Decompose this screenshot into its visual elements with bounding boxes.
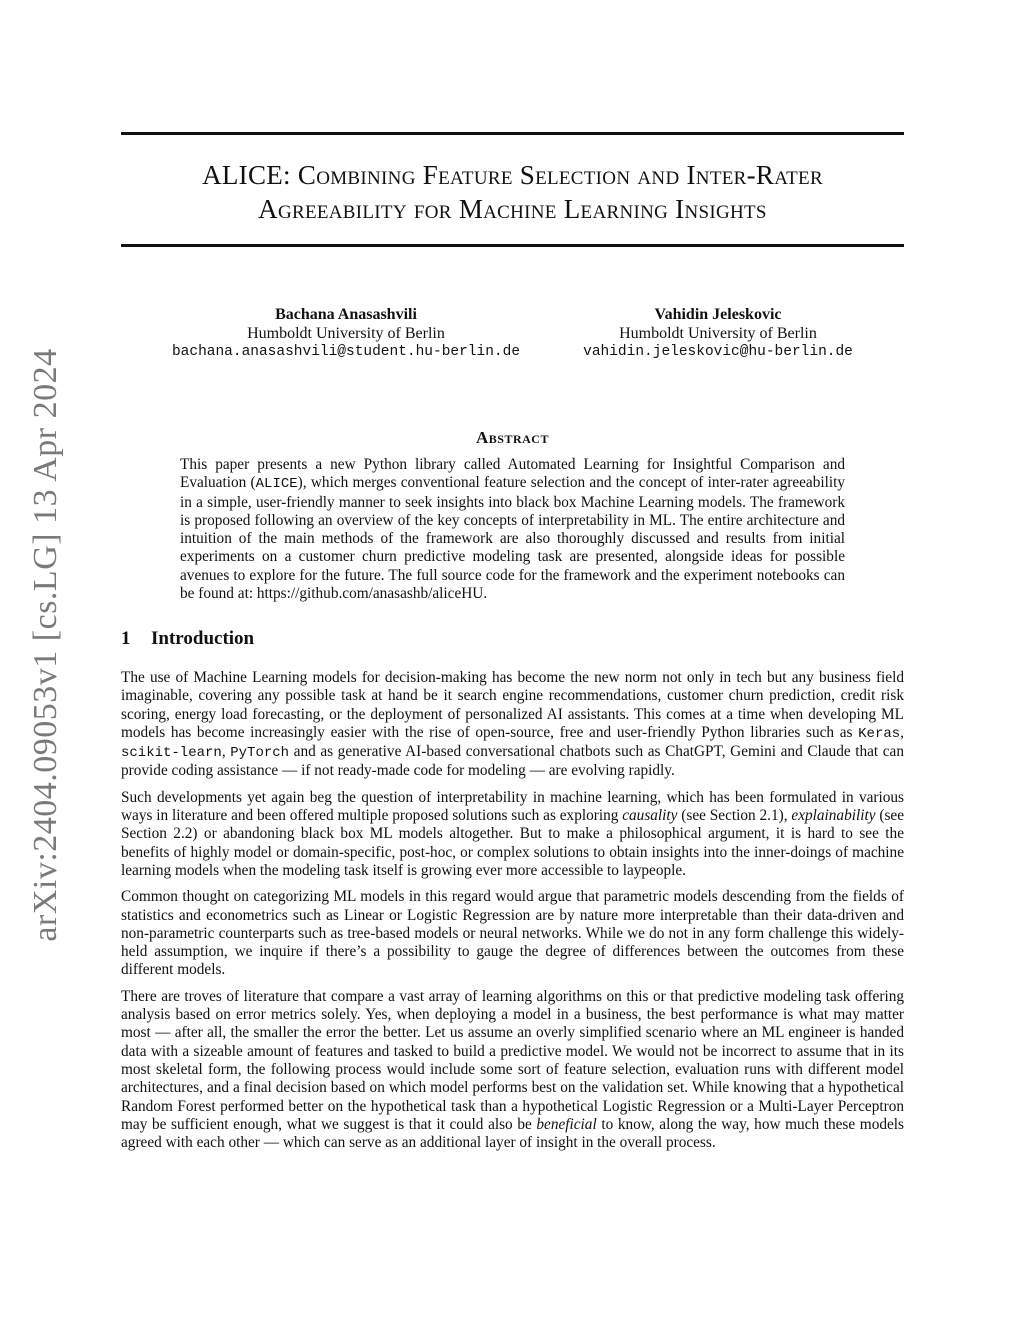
para1-sep-2: , — [221, 743, 231, 761]
arxiv-side-stamp: arXiv:2404.09053v1 [cs.LG] 13 Apr 2024 — [27, 348, 64, 942]
abstract-text-part-1: This paper presents a new Python library called Automated Learning for Insightful Comparison and Evaluation ( — [180, 456, 845, 492]
para2-text-b: (see Section 2.1), — [677, 807, 792, 825]
paragraph-4 — [121, 988, 904, 1153]
section-heading-introduction — [121, 628, 254, 650]
author-affiliation: Humboldt University of Berlin — [619, 325, 817, 342]
em-beneficial: beneficial — [536, 1115, 597, 1133]
abstract-text — [180, 456, 845, 603]
code-pytorch: PyTorch — [230, 745, 290, 762]
paragraph-3: Common thought on categorizing ML models in this regard would argue that parametric models descending from the fields of statistics and econometrics such as Linear or Logistic Regression are by nature more interpretable than their data-driven and non-parametric counterparts such as tree-based models or neural networks. While we do not in any form challenge this widely-held assumption, we inquire if there’s a possibility to gauge the degree of differences between the outcomes from these different models. — [121, 888, 904, 979]
paragraph-1 — [121, 669, 904, 781]
abstract-heading: Abstract — [476, 428, 549, 447]
author-email[interactable]: bachana.anasashvili@student.hu-berlin.de — [171, 344, 521, 360]
para2-text-a: Such developments yet again beg the question of interpretability in machine learning, which has been formulated in various ways in literature and been offered multiple proposed solutions such as exploring — [121, 788, 904, 825]
para1-text-a: The use of Machine Learning models for decision-making has become the new norm not only in tech but any business field imaginable, covering any possible task at hand be it search engine recommendations, customer churn prediction, credit risk scoring, energy load forecasting, or the deployment of personalized AI assistants. This comes at a time when developing ML models has become increasingly easier with the rise of open-source, free and user-friendly Python libraries such as — [121, 669, 904, 741]
title-line-1: ALICE: Combining Feature Selection and Inter-Rater — [202, 160, 823, 190]
paper-title — [121, 158, 904, 226]
em-causality: causality — [622, 807, 678, 825]
abstract-text-part-2: ), which merges conventional feature selection and the concept of inter-rater agreeability in a simple, user-friendly manner to seek insights into black box Machine Learning models. The framework is proposed following an overview of the key concepts of interpretability in ML. The entire architecture and intuition of the main methods of the framework are also thoroughly discussed and results from initial experiments on a customer churn predictive modeling task are presented, alongside ideas for possible avenues to explore for the future. The full source code for the framework and the experiment notebooks can be found at: https://github.com/anasashb/aliceHU. — [180, 474, 845, 603]
title-line-2: Agreeability for Machine Learning Insights — [258, 194, 767, 224]
section-number: 1 — [121, 628, 131, 649]
para4-text-b: to know, along the way, how much these models agreed with each other — which can serve as an additional layer of insight in the overall process. — [121, 1115, 904, 1152]
para1-text-b: and as generative AI-based conversational chatbots such as ChatGPT, Gemini and Claude that can provide coding assistance — if not ready-made code for modeling — are evolving rapidly. — [121, 743, 904, 780]
title-rule-top — [121, 132, 904, 135]
introduction-body — [121, 669, 904, 1160]
em-explainability: explainability — [791, 807, 876, 825]
author-name: Vahidin Jeleskovic — [654, 306, 782, 323]
paragraph-2 — [121, 789, 904, 880]
para1-sep-1: , — [900, 723, 904, 741]
author-email[interactable]: vahidin.jeleskovic@hu-berlin.de — [583, 344, 853, 360]
section-title: Introduction — [151, 628, 255, 649]
para4-text-a: There are troves of literature that compare a vast array of learning algorithms on this or that predictive modeling task offering analysis based on error metrics solely. Yes, when deploying a model in a business, the best performance is what may matter most — after all, the smaller the error the better. Let us assume an overly simplified scenario where an ML engineer is handed data with a sizeable amount of features and tasked to build a predictive model. We would not be incorrect to assume that in its most skeletal form, the following process would include some sort of feature selection, evaluation runs with different model architectures, and a final decision based on which model performs best on the validation set. While knowing that a hypothetical Random Forest performed better on the hypothetical task than a hypothetical Logistic Regression or a Multi-Layer Perceptron may be sufficient enough, what we suggest is that it could also be — [121, 987, 904, 1133]
title-rule-bottom — [121, 244, 904, 247]
code-keras: Keras — [858, 725, 901, 742]
author-block-2 — [508, 305, 928, 362]
para2-text-c: (see Section 2.2) or abandoning black box ML models altogether. But to make a philosophical argument, it is hard to see the benefits of highly model or domain-specific, post-hoc, or complex solutions to obtain insights into the inner-doings of machine learning models when the modeling task itself is growing ever more accessible to laypeople. — [121, 807, 905, 879]
author-block-1 — [136, 305, 556, 362]
abstract-code-alice: ALICE — [255, 476, 298, 493]
author-affiliation: Humboldt University of Berlin — [247, 325, 445, 342]
code-scikit-learn: scikit-learn — [121, 745, 222, 762]
author-name: Bachana Anasashvili — [275, 306, 417, 323]
